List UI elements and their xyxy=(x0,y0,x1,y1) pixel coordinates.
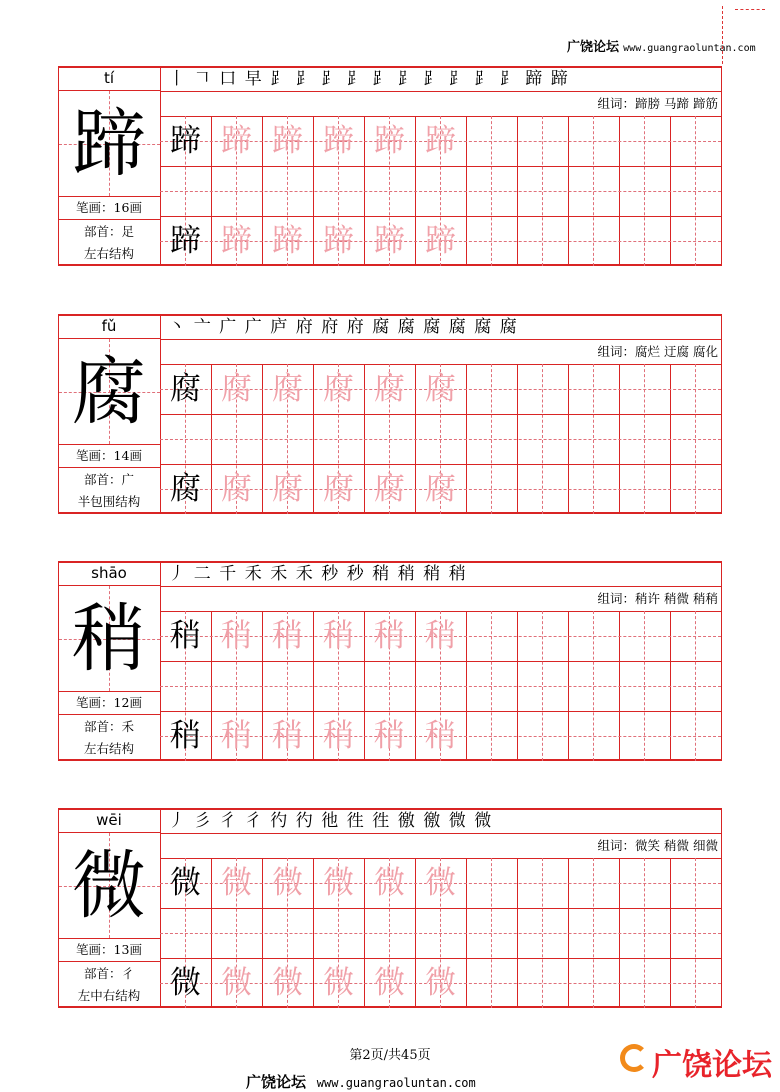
stroke-step: 蹄 xyxy=(550,69,568,89)
stroke-step: 徃 xyxy=(372,811,390,831)
big-character: 蹄 xyxy=(72,101,146,187)
stroke-step: 府 xyxy=(295,317,313,337)
trace-character: 微 xyxy=(221,965,252,1001)
stroke-step: ⻊ xyxy=(372,69,390,89)
trace-character: 腐 xyxy=(374,371,405,407)
radical: 部首：彳 xyxy=(83,966,134,981)
stroke-step: 彴 xyxy=(270,811,288,831)
word-examples: 组词：微笑 稍微 细微 xyxy=(597,838,718,853)
stroke-step: ⻊ xyxy=(346,69,364,89)
stroke-step: 彳 xyxy=(244,811,262,831)
grid-guide-v xyxy=(491,611,492,761)
big-character: 腐 xyxy=(72,349,146,435)
grid-guide-v xyxy=(542,364,543,514)
trace-character: 稍 xyxy=(323,618,354,654)
stroke-count: 笔画：16画 xyxy=(76,200,142,215)
pinyin: tí xyxy=(103,69,115,87)
stroke-count: 笔画：12画 xyxy=(76,695,142,710)
stroke-step: ⻊ xyxy=(448,69,466,89)
trace-character: 腐 xyxy=(425,471,456,507)
bottom-brand: 广饶论坛 xyxy=(246,1073,307,1091)
stroke-step: 秒 xyxy=(346,564,364,584)
grid-guide-v xyxy=(542,116,543,266)
stroke-step: 徃 xyxy=(346,811,364,831)
grid-guide-v xyxy=(593,116,594,266)
stroke-step: ⻊ xyxy=(423,69,441,89)
trace-character: 腐 xyxy=(323,371,354,407)
page-header xyxy=(567,36,756,55)
trace-character: 稍 xyxy=(221,718,252,754)
stroke-step: 微 xyxy=(448,811,466,831)
corner-dash-vertical xyxy=(722,6,723,64)
stroke-sequence xyxy=(164,809,496,833)
model-character: 微 xyxy=(170,865,201,901)
trace-character: 稍 xyxy=(221,618,252,654)
practice-block xyxy=(58,808,722,1008)
stroke-step: 腐 xyxy=(423,317,441,337)
stroke-step: 蹄 xyxy=(525,69,543,89)
stroke-step: ⻊ xyxy=(397,69,415,89)
grid-row-line xyxy=(160,166,722,167)
trace-character: 蹄 xyxy=(272,223,303,259)
trace-character: 微 xyxy=(221,865,252,901)
bottom-url: www.guangraoluntan.com xyxy=(316,1076,476,1090)
logo-text: 广饶论坛 xyxy=(652,1048,772,1083)
grid-guide-v xyxy=(491,858,492,1008)
trace-character: 腐 xyxy=(221,371,252,407)
trace-character: 微 xyxy=(272,865,303,901)
stroke-step: ⻊ xyxy=(499,69,517,89)
model-character: 腐 xyxy=(170,471,201,507)
grid-col-line xyxy=(721,858,722,1008)
stroke-step: 腐 xyxy=(448,317,466,337)
stroke-step: 千 xyxy=(219,564,237,584)
trace-character: 蹄 xyxy=(425,123,456,159)
stroke-step: 府 xyxy=(321,317,339,337)
trace-character: 稍 xyxy=(272,718,303,754)
radical: 部首：禾 xyxy=(83,719,134,734)
stroke-sequence xyxy=(164,67,572,91)
grid-guide-v xyxy=(593,364,594,514)
stroke-step: 腐 xyxy=(397,317,415,337)
grid-guide-v xyxy=(491,116,492,266)
stroke-step: ⻊ xyxy=(321,69,339,89)
trace-character: 微 xyxy=(425,965,456,1001)
trace-character: 稍 xyxy=(323,718,354,754)
stroke-step: 府 xyxy=(346,317,364,337)
stroke-step: ⻊ xyxy=(270,69,288,89)
pinyin: fǔ xyxy=(101,317,117,335)
grid-guide-v xyxy=(542,858,543,1008)
trace-character: 蹄 xyxy=(323,123,354,159)
stroke-step: 秒 xyxy=(321,564,339,584)
stroke-step: 禾 xyxy=(244,564,262,584)
practice-block xyxy=(58,66,722,266)
grid-row-line xyxy=(160,661,722,662)
stroke-step: 徼 xyxy=(397,811,415,831)
big-character: 稍 xyxy=(72,596,146,682)
grid-row-line xyxy=(160,908,722,909)
trace-character: 腐 xyxy=(425,371,456,407)
trace-character: 蹄 xyxy=(221,223,252,259)
page-number: 第2页/共45页 xyxy=(349,1048,431,1063)
stroke-step: 广 xyxy=(244,317,262,337)
grid-guide-v xyxy=(644,364,645,514)
grid-col-line xyxy=(721,364,722,514)
trace-character: 微 xyxy=(374,865,405,901)
trace-character: 微 xyxy=(323,865,354,901)
pinyin: wēi xyxy=(96,811,122,829)
word-examples: 组词：蹄膀 马蹄 蹄筋 xyxy=(597,96,718,111)
corner-dash-horizontal xyxy=(735,9,765,10)
grid-guide-v xyxy=(593,858,594,1008)
site-logo xyxy=(618,1036,778,1086)
header-url: www.guangraoluntan.com xyxy=(623,43,756,54)
grid-guide-v xyxy=(695,116,696,266)
stroke-step: 腐 xyxy=(372,317,390,337)
model-character: 蹄 xyxy=(170,123,201,159)
stroke-step: 彳 xyxy=(219,811,237,831)
stroke-step: ⻊ xyxy=(295,69,313,89)
grid-guide-v xyxy=(695,858,696,1008)
trace-character: 蹄 xyxy=(323,223,354,259)
trace-character: 蹄 xyxy=(425,223,456,259)
trace-character: 腐 xyxy=(374,471,405,507)
structure: 左右结构 xyxy=(83,741,134,756)
grid-guide-v xyxy=(593,611,594,761)
stroke-step: 稍 xyxy=(397,564,415,584)
trace-character: 腐 xyxy=(272,471,303,507)
stroke-step: 稍 xyxy=(372,564,390,584)
grid-guide-v xyxy=(542,611,543,761)
grid-row-line xyxy=(160,414,722,415)
stroke-step: 腐 xyxy=(474,317,492,337)
grid-guide-v xyxy=(695,364,696,514)
stroke-sequence xyxy=(164,315,521,339)
radical: 部首：广 xyxy=(83,472,134,487)
practice-block xyxy=(58,561,722,761)
trace-character: 腐 xyxy=(221,471,252,507)
stroke-step: 稍 xyxy=(423,564,441,584)
stroke-step: 丨 xyxy=(168,69,186,89)
trace-character: 稍 xyxy=(374,718,405,754)
grid-guide-v xyxy=(644,611,645,761)
big-character: 微 xyxy=(72,843,146,929)
trace-character: 蹄 xyxy=(374,123,405,159)
model-character: 稍 xyxy=(170,718,201,754)
trace-character: 蹄 xyxy=(221,123,252,159)
model-character: 腐 xyxy=(170,371,201,407)
trace-character: 蹄 xyxy=(272,123,303,159)
trace-character: 稍 xyxy=(425,618,456,654)
model-character: 微 xyxy=(170,965,201,1001)
trace-character: 腐 xyxy=(323,471,354,507)
stroke-count: 笔画：14画 xyxy=(76,448,142,463)
stroke-step: 禾 xyxy=(270,564,288,584)
grid-guide-v xyxy=(695,611,696,761)
trace-character: 稍 xyxy=(374,618,405,654)
pinyin: shāo xyxy=(91,564,127,582)
trace-character: 稍 xyxy=(425,718,456,754)
structure: 半包围结构 xyxy=(77,494,141,509)
stroke-step: 𠃍 xyxy=(193,69,211,89)
trace-character: 微 xyxy=(374,965,405,1001)
stroke-step: 稍 xyxy=(448,564,466,584)
stroke-step: 丿 xyxy=(168,564,186,584)
stroke-step: 丿 xyxy=(168,811,186,831)
stroke-step: 广 xyxy=(219,317,237,337)
stroke-step: 彵 xyxy=(321,811,339,831)
trace-character: 微 xyxy=(272,965,303,1001)
stroke-step: 彡 xyxy=(193,811,211,831)
radical: 部首：足 xyxy=(83,224,134,239)
grid-guide-v xyxy=(491,364,492,514)
logo-ring-icon xyxy=(620,1044,648,1072)
stroke-step: 腐 xyxy=(499,317,517,337)
stroke-step: 彴 xyxy=(295,811,313,831)
stroke-sequence xyxy=(164,562,470,586)
word-examples: 组词：稍许 稍微 稍稍 xyxy=(597,591,718,606)
stroke-step: 禾 xyxy=(295,564,313,584)
word-examples: 组词：腐烂 迂腐 腐化 xyxy=(597,344,718,359)
trace-character: 腐 xyxy=(272,371,303,407)
stroke-step: 徼 xyxy=(423,811,441,831)
stroke-count: 笔画：13画 xyxy=(76,942,142,957)
stroke-step: ⻊ xyxy=(474,69,492,89)
trace-character: 稍 xyxy=(272,618,303,654)
stroke-step: 庐 xyxy=(270,317,288,337)
grid-col-line xyxy=(721,116,722,266)
stroke-step: 丶 xyxy=(168,317,186,337)
grid-col-line xyxy=(721,611,722,761)
stroke-step: 早 xyxy=(244,69,262,89)
stroke-step: 微 xyxy=(474,811,492,831)
model-character: 稍 xyxy=(170,618,201,654)
grid-guide-v xyxy=(644,116,645,266)
stroke-step: 亠 xyxy=(193,317,211,337)
structure: 左中右结构 xyxy=(77,988,141,1003)
trace-character: 微 xyxy=(323,965,354,1001)
model-character: 蹄 xyxy=(170,223,201,259)
structure: 左右结构 xyxy=(83,246,134,261)
stroke-step: 口 xyxy=(219,69,237,89)
trace-character: 微 xyxy=(425,865,456,901)
practice-block xyxy=(58,314,722,514)
stroke-step: 二 xyxy=(193,564,211,584)
grid-guide-v xyxy=(644,858,645,1008)
header-brand: 广饶论坛 xyxy=(567,40,620,55)
trace-character: 蹄 xyxy=(374,223,405,259)
